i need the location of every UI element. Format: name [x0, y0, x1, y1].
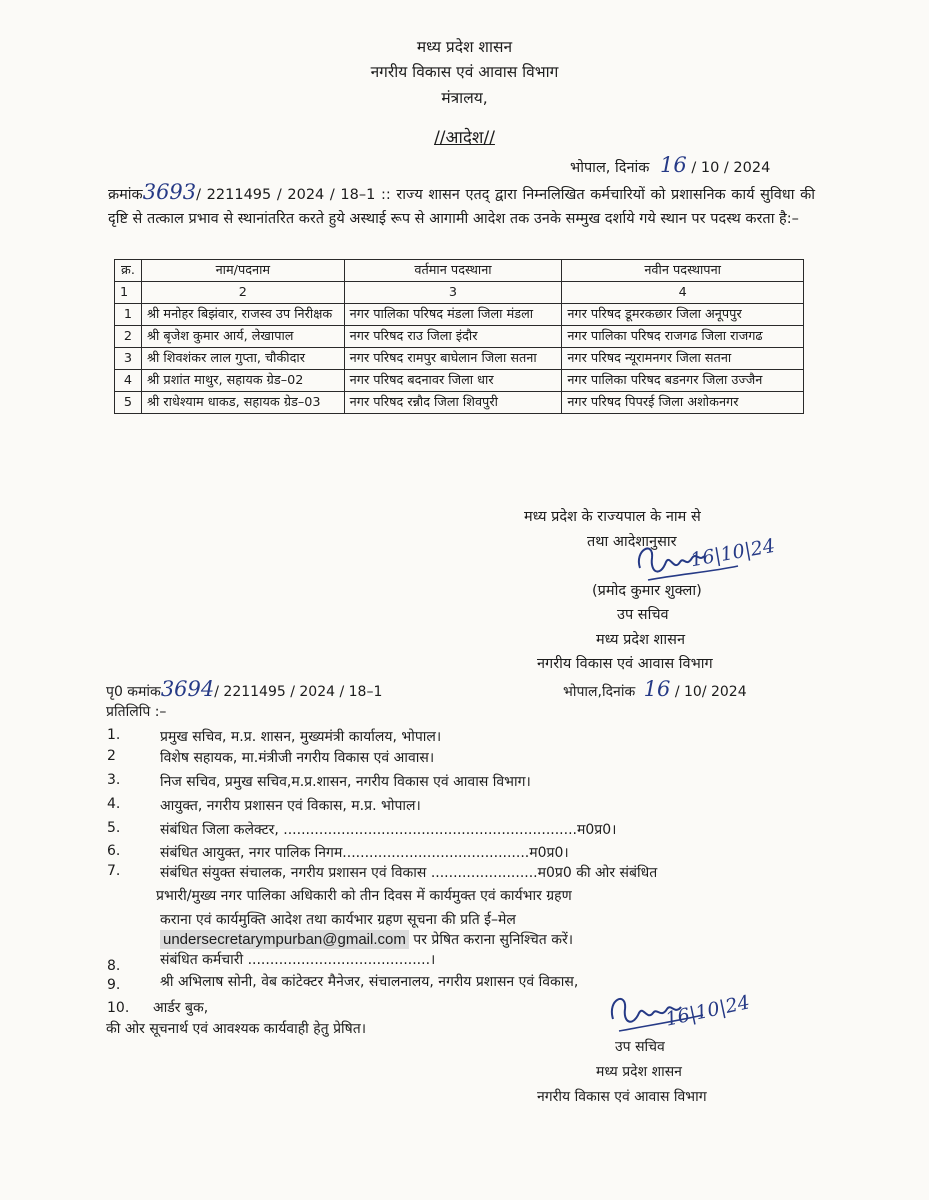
row-name: श्री बृजेश कुमार आर्य, लेखापाल	[141, 326, 344, 348]
row-new: नगर परिषद न्यूरामनगर जिला सतना	[562, 348, 804, 370]
order-title: //आदेश//	[434, 128, 495, 148]
list-item-number: 2	[107, 748, 116, 764]
list-item-number: 7.	[107, 863, 121, 879]
row-serial: 1	[115, 304, 142, 326]
list-item-number: 3.	[107, 772, 121, 788]
table-row	[115, 326, 804, 348]
index-cell: 4	[562, 282, 804, 304]
index-cell: 2	[141, 282, 344, 304]
row-name: श्री राधेश्याम धाकड, सहायक ग्रेड–03	[141, 392, 344, 414]
row-serial: 3	[115, 348, 142, 370]
row-new: नगर परिषद पिपरई जिला अशोकनगर	[562, 392, 804, 414]
row-current: नगर परिषद रामपुर बाघेलान जिला सतना	[344, 348, 562, 370]
table-row	[115, 370, 804, 392]
list-item-number: 1.	[107, 727, 121, 743]
list-item: संबंधित कर्मचारी .........................................।	[160, 952, 436, 968]
copy-number-handwritten: 3694	[160, 677, 215, 701]
signature-order-line: तथा आदेशानुसार	[587, 534, 677, 550]
item7-line4	[160, 930, 573, 949]
row-current: नगर पालिका परिषद मंडला जिला मंडला	[344, 304, 562, 326]
table-index-row	[115, 282, 804, 304]
table-row	[115, 348, 804, 370]
item7-line4-rest: पर प्रेषित कराना सुनिश्चित करें।	[413, 932, 574, 948]
signatory-designation: उप सचिव	[617, 607, 669, 623]
row-name: श्री मनोहर बिझंवार, राजस्व उप निरीक्षक	[141, 304, 344, 326]
copy-date-label: भोपाल,दिनांक	[563, 684, 636, 700]
signature-1-date: 16|10|24	[688, 534, 777, 572]
date-label: भोपाल, दिनांक	[570, 160, 650, 176]
header-current-posting: वर्तमान पदस्थाना	[344, 260, 562, 282]
header-name: नाम/पदनाम	[141, 260, 344, 282]
list-item-number: 5.	[107, 820, 121, 836]
list-item: निज सचिव, प्रमुख सचिव,म.प्र.शासन, नगरीय विकास एवं आवास विभाग।	[160, 774, 531, 790]
header-serial: क्र.	[115, 260, 142, 282]
order-date	[570, 153, 770, 177]
list-item-number: 8.	[107, 958, 121, 974]
list-item-number: 4.	[107, 796, 121, 812]
list-item: आर्डर बुक,	[153, 1000, 209, 1016]
row-serial: 2	[115, 326, 142, 348]
govt-name: मध्य प्रदेश शासन	[416, 38, 513, 56]
list-item: संबंधित जिला कलेक्टर, ..................................................................म0प्र0।	[160, 822, 617, 838]
header-new-posting: नवीन पदस्थापना	[562, 260, 804, 282]
row-new: नगर परिषद डूमरकछार जिला अनूपपुर	[562, 304, 804, 326]
signatory-dept: नगरीय विकास एवं आवास विभाग	[537, 656, 713, 672]
row-current: नगर परिषद राउ जिला इंदौर	[344, 326, 562, 348]
order-prefix: क्रमांक	[108, 187, 143, 203]
index-cell: 3	[344, 282, 562, 304]
order-body: :: राज्य शासन एतद् द्वारा निम्नलिखित कर्मचारियों को प्रशासनिक कार्य सुविधा की दृष्टि से तत्काल प्रभाव से स्थानांतरित करते हुये अस्थाई रूप से आगामी आदेश तक उनके सम्मुख दर्शाये गये स्थान पर पदस्थ करता है:–	[108, 187, 815, 227]
transfer-table	[114, 259, 804, 414]
row-serial: 5	[115, 392, 142, 414]
order-ref: / 2211495 / 2024 / 18–1	[196, 187, 376, 203]
row-name: श्री प्रशांत माथुर, सहायक ग्रेड–02	[141, 370, 344, 392]
order-number-handwritten: 3693	[142, 180, 197, 204]
row-serial: 4	[115, 370, 142, 392]
copy-ref: / 2211495 / 2024 / 18–1	[214, 684, 383, 700]
date-day-handwritten: 16	[660, 153, 687, 177]
copy-date-rest: / 10/ 2024	[674, 684, 747, 700]
list-item: प्रमुख सचिव, म.प्र. शासन, मुख्यमंत्री कार्यालय, भोपाल।	[160, 729, 442, 745]
copy-order-date	[563, 677, 747, 701]
row-current: नगर परिषद रन्नौद जिला शिवपुरी	[344, 392, 562, 414]
list-item: विशेष सहायक, मा.मंत्रीजी नगरीय विकास एवं आवास।	[160, 750, 435, 766]
item7-line2: प्रभारी/मुख्य नगर पालिका अधिकारी को तीन दिवस में कार्यमुक्त एवं कार्यभार ग्रहण	[156, 888, 572, 904]
signatory-2-govt: मध्य प्रदेश शासन	[596, 1064, 682, 1080]
copy-prefix: पृ0 कमांक	[106, 684, 161, 700]
list-item: संबंधित संयुक्त संचालक, नगरीय प्रशासन एवं विकास ........................म0प्र0 की ओर संबंधित	[160, 865, 658, 881]
list-item: संबंधित आयुक्त, नगर पालिक निगम..........................................म0प्र0।	[160, 845, 569, 861]
list-item: श्री अभिलाष सोनी, वेब कांटेक्टर मैनेजर, संचालनालय, नगरीय प्रशासन एवं विकास,	[160, 974, 579, 990]
signatory-govt: मध्य प्रदेश शासन	[596, 632, 686, 648]
ministry-name: मंत्रालय,	[441, 89, 488, 107]
copy-order-ref	[106, 677, 382, 701]
signatory-2-designation: उप सचिव	[615, 1039, 665, 1055]
list-item: आयुक्त, नगरीय प्रशासन एवं विकास, म.प्र. भोपाल।	[160, 798, 421, 814]
closing-line: की ओर सूचनार्थ एवं आवश्यक कार्यवाही हेतु प्रेषित।	[106, 1021, 367, 1037]
signatory-2-dept: नगरीय विकास एवं आवास विभाग	[537, 1089, 707, 1105]
row-new: नगर पालिका परिषद राजगढ जिला राजगढ	[562, 326, 804, 348]
order-paragraph	[108, 180, 815, 231]
pratilipi-label: प्रतिलिपि :–	[106, 704, 167, 720]
row-new: नगर पालिका परिषद बडनगर जिला उज्जैन	[562, 370, 804, 392]
item7-line3: कराना एवं कार्यमुक्ति आदेश तथा कार्यभार ग्रहण सूचना की प्रति ई–मेल	[160, 912, 516, 928]
list-item-number: 6.	[107, 843, 121, 859]
index-cell: 1	[115, 282, 142, 304]
signatory-name: (प्रमोद कुमार शुक्ला)	[592, 583, 702, 599]
copy-date-day-handwritten: 16	[643, 677, 671, 701]
table-row	[115, 392, 804, 414]
row-current: नगर परिषद बदनावर जिला धार	[344, 370, 562, 392]
signature-authority-line: मध्य प्रदेश के राज्यपाल के नाम से	[524, 509, 701, 525]
table-row	[115, 304, 804, 326]
row-name: श्री शिवशंकर लाल गुप्ता, चौकीदार	[141, 348, 344, 370]
table-header-row	[115, 260, 804, 282]
department-name: नगरीय विकास एवं आवास विभाग	[370, 63, 559, 81]
email-link[interactable]: undersecretarympurban@gmail.com	[160, 930, 409, 949]
list-item-number: 9.	[107, 977, 121, 993]
date-rest: / 10 / 2024	[691, 160, 771, 176]
signature-2-date: 16|10|24	[663, 991, 752, 1031]
list-item-number: 10.	[107, 1000, 130, 1016]
